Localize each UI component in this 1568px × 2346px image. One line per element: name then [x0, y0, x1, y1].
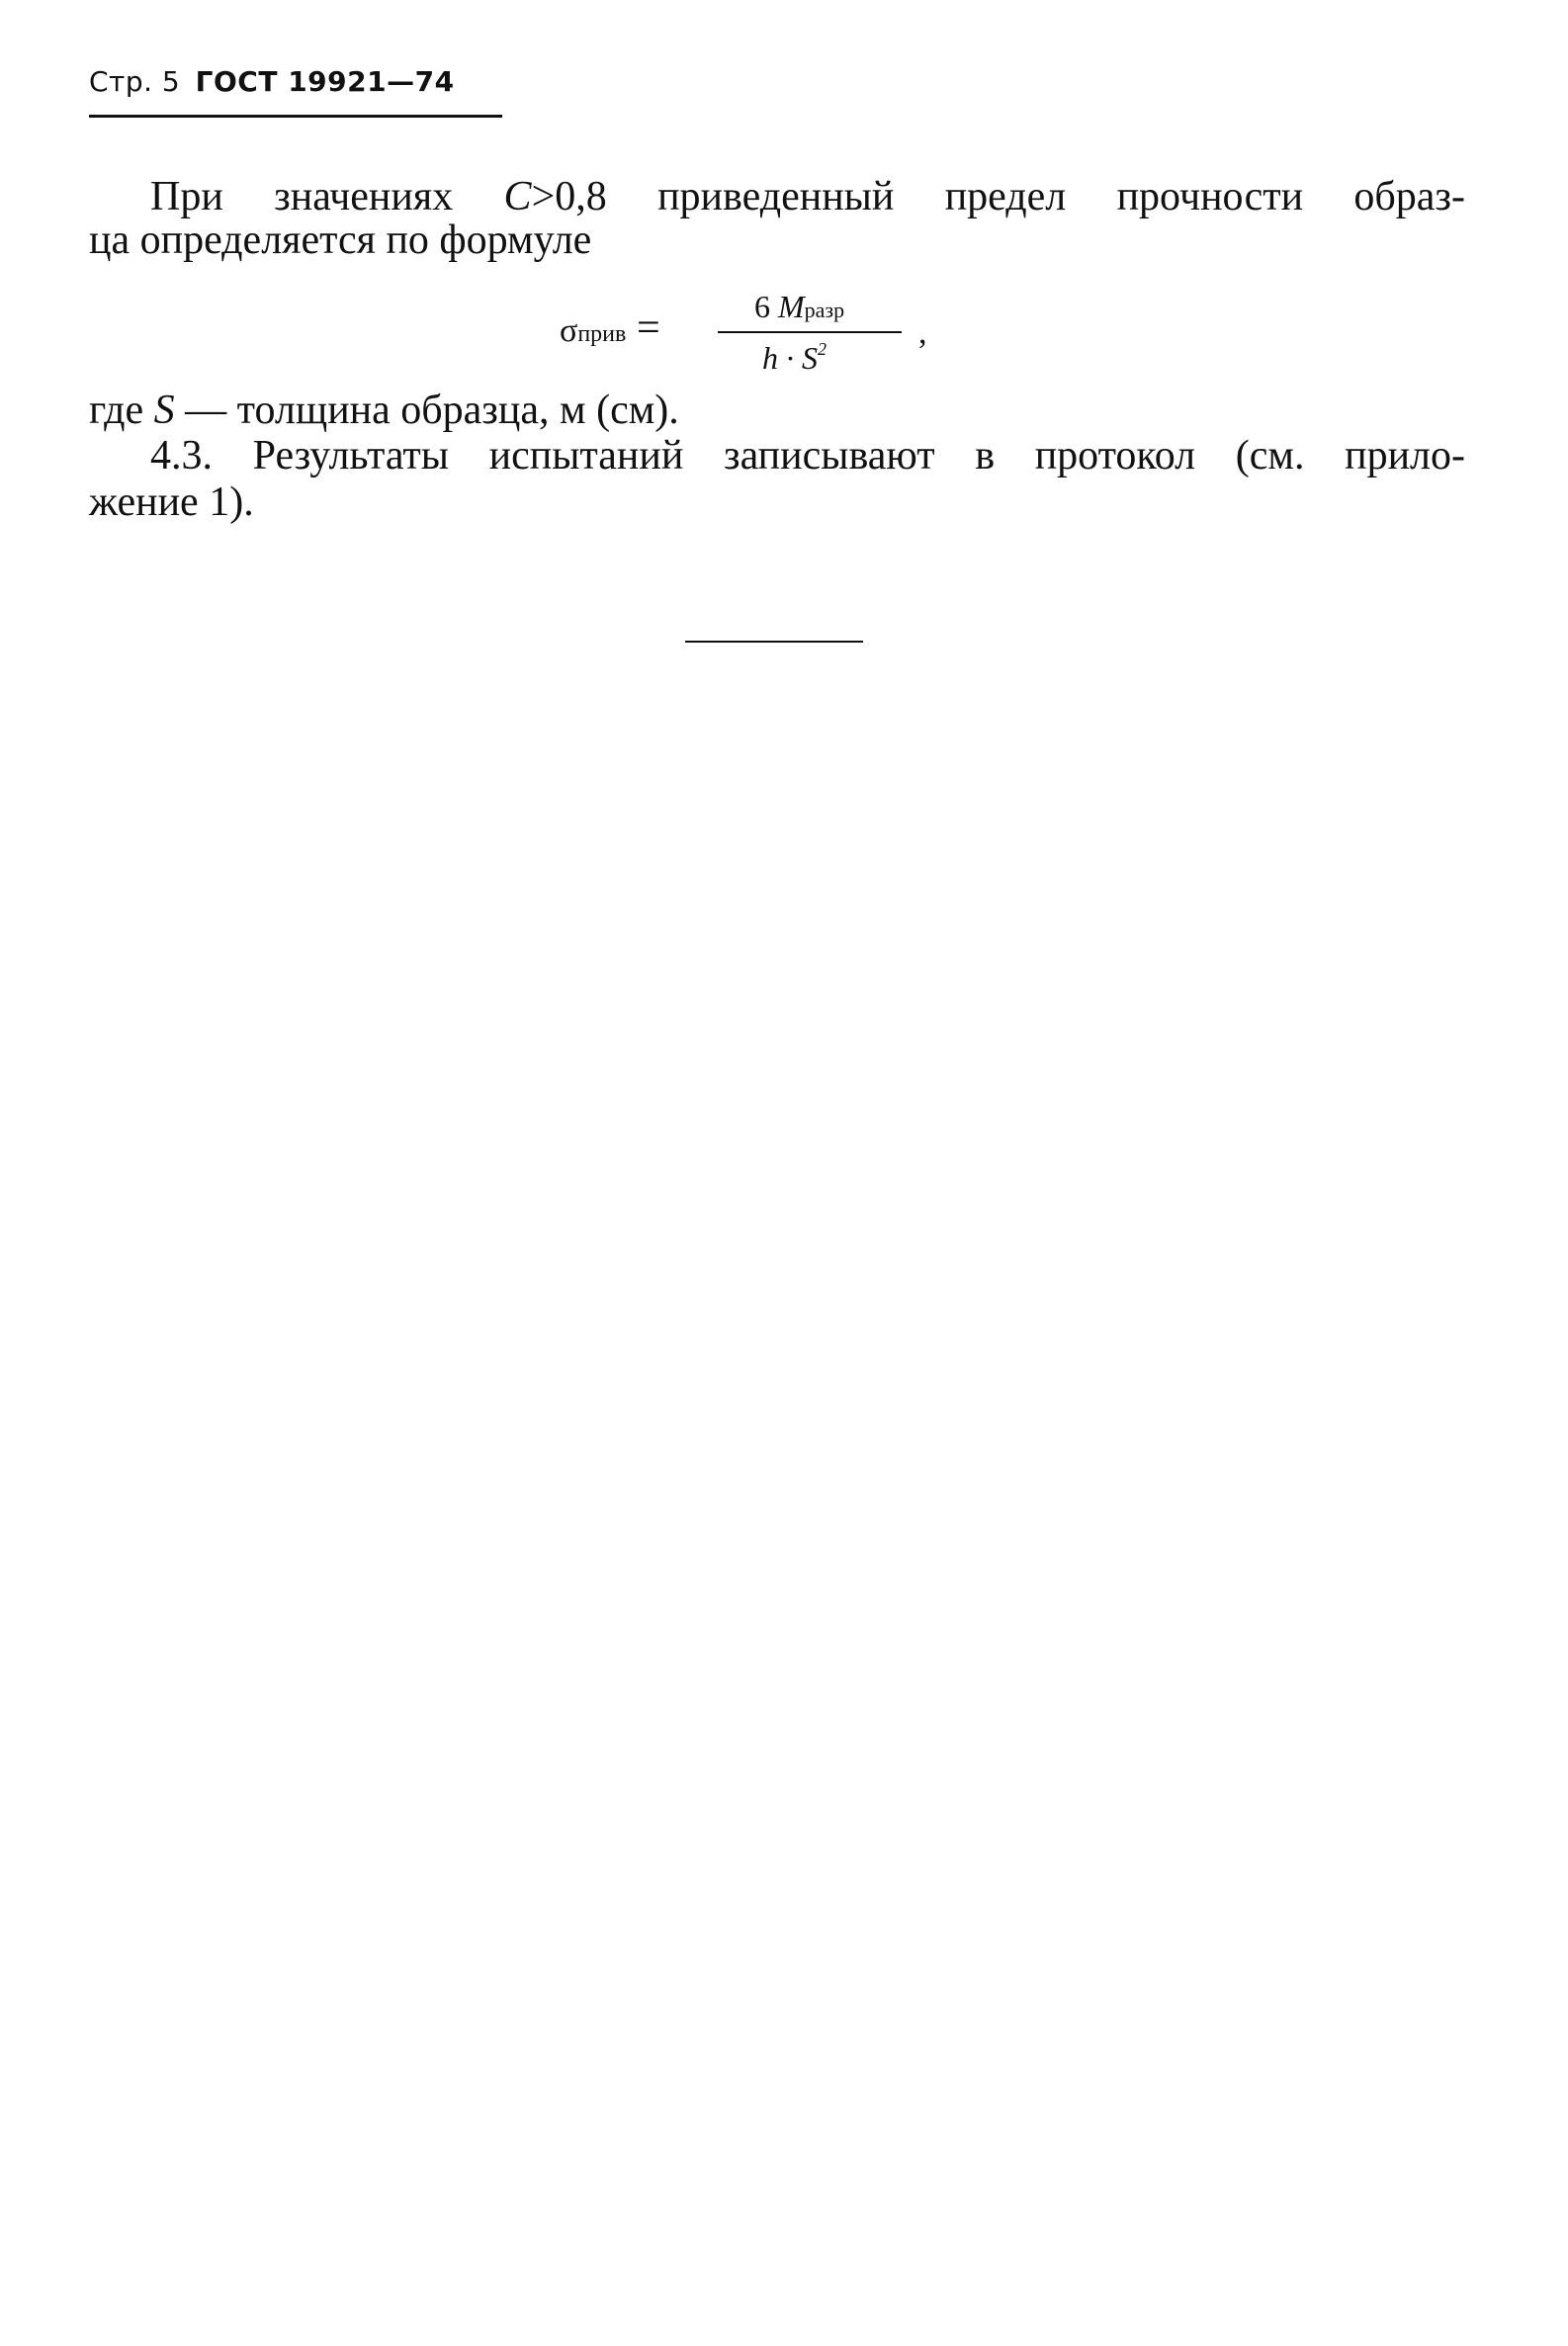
- sigma-symbol: σ: [560, 312, 578, 349]
- denominator-text: h · S: [762, 340, 818, 376]
- formula-equals: =: [637, 305, 660, 351]
- paragraph-text: >0,8 приведенный предел прочности образ-: [531, 174, 1465, 219]
- page-number: Стр. 5: [89, 65, 181, 98]
- fraction-bar: [718, 331, 902, 333]
- page-header: [89, 65, 455, 98]
- numerator-variable: M: [778, 289, 805, 324]
- paragraph-line-1: [89, 176, 1465, 217]
- numerator-coefficient: 6: [754, 289, 778, 324]
- header-rule: [89, 115, 502, 118]
- standard-designation: ГОСТ 19921—74: [195, 65, 455, 98]
- where-line: [89, 390, 1465, 431]
- strength-formula: [560, 285, 935, 374]
- numerator-subscript: разр: [804, 298, 845, 322]
- section-4-3-line-2: жение 1).: [89, 479, 254, 525]
- variable-c: C: [503, 174, 532, 219]
- where-prefix: где: [89, 388, 154, 433]
- paragraph-line-2: ца определяется по формуле: [89, 217, 592, 263]
- end-divider: [685, 641, 863, 643]
- sigma-subscript: прив: [577, 321, 627, 347]
- paragraph-text: При значениях: [150, 174, 504, 219]
- formula-denominator: [762, 339, 827, 377]
- denominator-exponent: 2: [818, 339, 827, 359]
- variable-s: S: [153, 388, 175, 433]
- section-4-3-line-1: 4.3. Результаты испытаний записывают в протокол (см. прило-: [150, 433, 1465, 478]
- formula-numerator: [754, 289, 844, 325]
- formula-lhs: [560, 312, 626, 350]
- where-text: — толщина образца, м (см).: [174, 388, 679, 433]
- formula-comma: ,: [918, 314, 927, 351]
